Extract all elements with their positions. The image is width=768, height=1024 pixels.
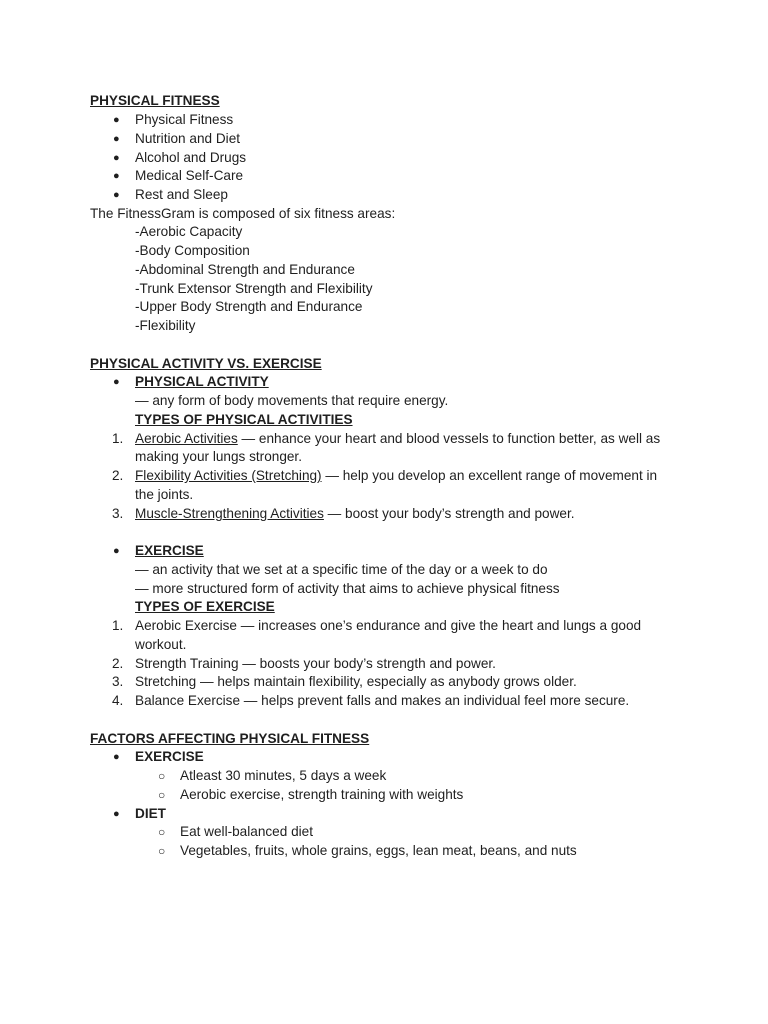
physical-activity-title: PHYSICAL ACTIVITY [135, 374, 269, 389]
types-heading: TYPES OF PHYSICAL ACTIVITIES [135, 412, 353, 427]
section-heading: PHYSICAL FITNESS [90, 93, 220, 108]
exercise-type-text: Stretching — helps maintain flexibility, especially as anybody grows older. [135, 674, 577, 689]
fitness-area [0, 280, 768, 298]
fitness-area-text: -Aerobic Capacity [135, 224, 243, 239]
bullet-icon: ● [113, 751, 120, 763]
factor-title: EXERCISE [135, 749, 204, 764]
numbered-item [0, 692, 768, 710]
list-item [0, 373, 768, 391]
sub-list-item-text: Aerobic exercise, strength training with weights [180, 787, 464, 802]
bullet-icon: ● [113, 376, 120, 388]
activity-desc: — boost your body’s strength and power. [323, 506, 575, 521]
definition-line [0, 580, 768, 598]
bullet-icon: ● [113, 114, 120, 126]
activity-desc: — help you develop an excellent range of movement in [321, 468, 658, 483]
bullet-icon: ● [113, 808, 120, 820]
bullet-icon: ● [113, 545, 120, 557]
list-item-text: Rest and Sleep [135, 187, 228, 202]
fitness-area [0, 242, 768, 260]
bullet-icon: ● [113, 133, 120, 145]
exercise-type-text: Balance Exercise — helps prevent falls and makes an individual feel more secure. [135, 693, 630, 708]
activity-name: Muscle-Strengthening Activities [135, 506, 324, 521]
numbered-item [0, 617, 768, 635]
sub-list-item [0, 767, 768, 785]
list-item-text: Physical Fitness [135, 112, 234, 127]
exercise-type-cont: workout. [135, 637, 187, 652]
activity-desc: — enhance your heart and blood vessels to function better, as well as [237, 431, 661, 446]
subheading-line [0, 411, 768, 429]
bullet-icon: ● [113, 170, 120, 182]
numbered-item-cont [0, 448, 768, 466]
fitness-area [0, 298, 768, 316]
physical-activity-definition: — any form of body movements that require energy. [135, 393, 449, 408]
list-item [0, 167, 768, 185]
bullet-icon: ● [113, 152, 120, 164]
item-number: 3. [112, 674, 124, 689]
numbered-item [0, 467, 768, 485]
sub-list-item [0, 786, 768, 804]
section-heading: FACTORS AFFECTING PHYSICAL FITNESS [90, 731, 370, 746]
section-factors-heading-line [0, 730, 768, 748]
numbered-item [0, 505, 768, 523]
activity-desc-cont: making your lungs stronger. [135, 449, 302, 464]
list-item [0, 748, 768, 766]
list-item [0, 149, 768, 167]
fitness-area [0, 223, 768, 241]
list-item [0, 130, 768, 148]
activity-desc-cont: the joints. [135, 487, 194, 502]
list-item [0, 111, 768, 129]
list-item-text: Alcohol and Drugs [135, 150, 247, 165]
list-item-text: Medical Self-Care [135, 168, 244, 183]
numbered-item-cont [0, 636, 768, 654]
item-number: 1. [112, 618, 124, 633]
section-activity-vs-exercise-heading-line [0, 355, 768, 373]
item-number: 2. [112, 656, 124, 671]
sub-list-item-text: Eat well-balanced diet [180, 824, 313, 839]
item-number: 4. [112, 693, 124, 708]
list-item-text: Nutrition and Diet [135, 131, 241, 146]
sub-list-item [0, 842, 768, 860]
list-item [0, 805, 768, 823]
numbered-item-cont [0, 486, 768, 504]
item-number: 3. [112, 506, 124, 521]
fitness-area-text: -Abdominal Strength and Endurance [135, 262, 355, 277]
item-number: 1. [112, 431, 124, 446]
circle-bullet-icon: ○ [158, 825, 166, 839]
paragraph [0, 205, 768, 223]
sub-list-item [0, 823, 768, 841]
numbered-item [0, 655, 768, 673]
sub-list-item-text: Vegetables, fruits, whole grains, eggs, lean meat, beans, and nuts [180, 843, 577, 858]
fitness-area-text: -Body Composition [135, 243, 250, 258]
fitness-area-text: -Flexibility [135, 318, 196, 333]
activity-name: Flexibility Activities (Stretching) [135, 468, 322, 483]
exercise-title: EXERCISE [135, 543, 204, 558]
fitness-area [0, 317, 768, 335]
activity-name: Aerobic Activities [135, 431, 238, 446]
fitnessgram-intro: The FitnessGram is composed of six fitness areas: [90, 206, 396, 221]
exercise-definition: — more structured form of activity that aims to achieve physical fitness [135, 581, 560, 596]
fitness-area [0, 261, 768, 279]
list-item [0, 542, 768, 560]
exercise-definition: — an activity that we set at a specific time of the day or a week to do [135, 562, 548, 577]
fitness-area-text: -Trunk Extensor Strength and Flexibility [135, 281, 373, 296]
exercise-type-text: Strength Training — boosts your body’s strength and power. [135, 656, 496, 671]
section-heading: PHYSICAL ACTIVITY VS. EXERCISE [90, 356, 322, 371]
definition-line [0, 561, 768, 579]
types-heading: TYPES OF EXERCISE [135, 599, 275, 614]
numbered-item [0, 430, 768, 448]
item-number: 2. [112, 468, 124, 483]
definition-line [0, 392, 768, 410]
circle-bullet-icon: ○ [158, 844, 166, 858]
circle-bullet-icon: ○ [158, 769, 166, 783]
sub-list-item-text: Atleast 30 minutes, 5 days a week [180, 768, 387, 783]
fitness-area-text: -Upper Body Strength and Endurance [135, 299, 363, 314]
circle-bullet-icon: ○ [158, 788, 166, 802]
section-physical-fitness-heading-line [0, 92, 768, 110]
exercise-type-text: Aerobic Exercise — increases one’s endurance and give the heart and lungs a good [135, 618, 642, 633]
factor-title: DIET [135, 806, 166, 821]
numbered-item [0, 673, 768, 691]
subheading-line [0, 598, 768, 616]
bullet-icon: ● [113, 189, 120, 201]
list-item [0, 186, 768, 204]
